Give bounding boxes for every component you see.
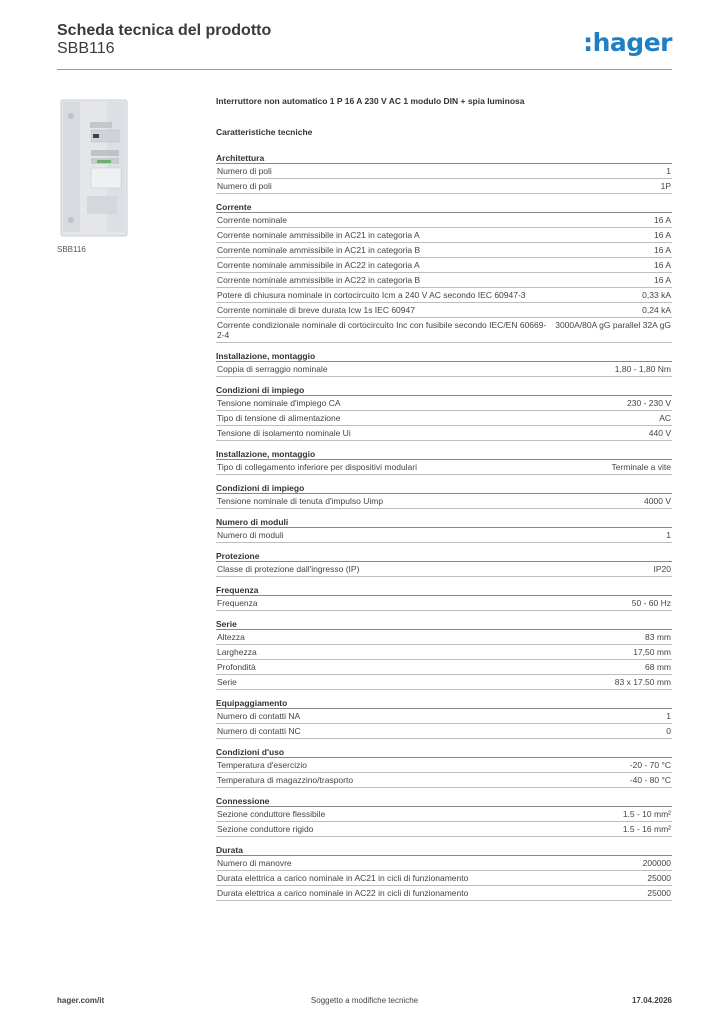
spec-label: Tensione di isolamento nominale Ui bbox=[217, 428, 351, 438]
group-title: Connessione bbox=[216, 794, 672, 807]
spec-value: 440 V bbox=[648, 428, 671, 438]
spec-row bbox=[216, 758, 672, 773]
spec-value: -40 - 80 °C bbox=[629, 775, 671, 785]
spec-label: Numero di contatti NC bbox=[217, 726, 301, 736]
spec-group bbox=[216, 481, 672, 509]
header-divider bbox=[57, 69, 672, 70]
spec-value: Terminale a vite bbox=[611, 462, 671, 472]
spec-label: Coppia di serraggio nominale bbox=[217, 364, 328, 374]
spec-value: 16 A bbox=[653, 230, 671, 240]
image-caption: SBB116 bbox=[57, 245, 86, 254]
spec-row bbox=[216, 494, 672, 509]
spec-row bbox=[216, 303, 672, 318]
spec-row bbox=[216, 856, 672, 871]
spec-value: 16 A bbox=[653, 260, 671, 270]
spec-value: -20 - 70 °C bbox=[629, 760, 671, 770]
spec-group bbox=[216, 617, 672, 690]
spec-value: IP20 bbox=[653, 564, 671, 574]
spec-label: Corrente nominale ammissibile in AC22 in categoria B bbox=[217, 275, 421, 285]
spec-row bbox=[216, 630, 672, 645]
spec-row bbox=[216, 426, 672, 441]
spec-group bbox=[216, 383, 672, 441]
page-header bbox=[57, 22, 672, 70]
spec-value: 1.5 - 10 mm² bbox=[622, 809, 671, 819]
product-image bbox=[57, 96, 134, 240]
group-title: Equipaggiamento bbox=[216, 696, 672, 709]
spec-label: Larghezza bbox=[217, 647, 257, 657]
spec-group bbox=[216, 447, 672, 475]
spec-group bbox=[216, 794, 672, 837]
spec-value: 230 - 230 V bbox=[627, 398, 671, 408]
spec-row bbox=[216, 411, 672, 426]
group-title: Architettura bbox=[216, 151, 672, 164]
spec-label: Tensione nominale di tenuta d'impulso Uimp bbox=[217, 496, 384, 506]
spec-label: Corrente nominale di breve durata Icw 1s IEC 60947 bbox=[217, 305, 415, 315]
spec-row bbox=[216, 822, 672, 837]
group-title: Condizioni di impiego bbox=[216, 383, 672, 396]
spec-value: 0 bbox=[666, 726, 671, 736]
spec-row bbox=[216, 213, 672, 228]
spec-label: Numero di poli bbox=[217, 181, 272, 191]
spec-label: Corrente nominale ammissibile in AC21 in categoria A bbox=[217, 230, 420, 240]
spec-value: AC bbox=[659, 413, 671, 423]
spec-group bbox=[216, 696, 672, 739]
spec-label: Tipo di tensione di alimentazione bbox=[217, 413, 341, 423]
spec-label: Tipo di collegamento inferiore per dispositivi modulari bbox=[217, 462, 418, 472]
spec-value: 16 A bbox=[653, 275, 671, 285]
spec-label: Classe di protezione dall'ingresso (IP) bbox=[217, 564, 360, 574]
spec-value: 16 A bbox=[653, 215, 671, 225]
spec-row bbox=[216, 288, 672, 303]
spec-value: 200000 bbox=[642, 858, 671, 868]
spec-row bbox=[216, 243, 672, 258]
spec-label: Temperatura d'esercizio bbox=[217, 760, 307, 770]
spec-row bbox=[216, 179, 672, 194]
spec-value: 1P bbox=[660, 181, 671, 191]
spec-label: Tensione nominale d'impiego CA bbox=[217, 398, 341, 408]
spec-group bbox=[216, 843, 672, 901]
product-description: Interruttore non automatico 1 P 16 A 230 V AC 1 modulo DIN + spia luminosa bbox=[216, 96, 525, 106]
spec-value: 1 bbox=[666, 711, 671, 721]
footer-website: hager.com/it bbox=[57, 996, 105, 1005]
group-title: Frequenza bbox=[216, 583, 672, 596]
hager-logo: :hager bbox=[583, 28, 672, 57]
spec-value: 25000 bbox=[647, 888, 671, 898]
section-title: Caratteristiche tecniche bbox=[216, 127, 313, 137]
spec-value: 1 bbox=[666, 530, 671, 540]
spec-row bbox=[216, 318, 672, 343]
spec-value: 1 bbox=[666, 166, 671, 176]
spec-content bbox=[216, 96, 672, 907]
group-title: Installazione, montaggio bbox=[216, 447, 672, 460]
spec-group bbox=[216, 583, 672, 611]
spec-group bbox=[216, 349, 672, 377]
spec-row bbox=[216, 675, 672, 690]
group-title: Numero di moduli bbox=[216, 515, 672, 528]
spec-value: 25000 bbox=[647, 873, 671, 883]
spec-group bbox=[216, 745, 672, 788]
spec-label: Temperatura di magazzino/trasporto bbox=[217, 775, 354, 785]
group-title: Protezione bbox=[216, 549, 672, 562]
spec-row bbox=[216, 660, 672, 675]
spec-row bbox=[216, 362, 672, 377]
spec-row bbox=[216, 528, 672, 543]
spec-group bbox=[216, 200, 672, 343]
spec-row bbox=[216, 228, 672, 243]
spec-label: Durata elettrica a carico nominale in AC21 in cicli di funzionamento bbox=[217, 873, 469, 883]
group-title: Condizioni d'uso bbox=[216, 745, 672, 758]
spec-label: Numero di contatti NA bbox=[217, 711, 301, 721]
spec-row bbox=[216, 871, 672, 886]
spec-label: Potere di chiusura nominale in cortocircuito Icm a 240 V AC secondo IEC 60947-3 bbox=[217, 290, 526, 300]
spec-row bbox=[216, 709, 672, 724]
spec-label: Numero di poli bbox=[217, 166, 272, 176]
group-title: Corrente bbox=[216, 200, 672, 213]
spec-row bbox=[216, 273, 672, 288]
spec-value: 68 mm bbox=[645, 662, 671, 672]
spec-value: 0,33 kA bbox=[642, 290, 671, 300]
spec-value: 83 mm bbox=[645, 632, 671, 642]
document-title: Scheda tecnica del prodotto bbox=[57, 22, 272, 39]
spec-groups bbox=[216, 151, 672, 901]
spec-value: 3000A/80A gG parallel 32A gG bbox=[555, 320, 671, 330]
page-footer bbox=[57, 996, 672, 1010]
footer-note: Soggetto a modifiche tecniche bbox=[310, 996, 419, 1005]
spec-row bbox=[216, 164, 672, 179]
spec-value: 50 - 60 Hz bbox=[631, 598, 671, 608]
spec-row bbox=[216, 596, 672, 611]
spec-group bbox=[216, 549, 672, 577]
spec-label: Sezione conduttore rigido bbox=[217, 824, 314, 834]
spec-value: 83 x 17.50 mm bbox=[614, 677, 671, 687]
group-title: Installazione, montaggio bbox=[216, 349, 672, 362]
spec-row bbox=[216, 460, 672, 475]
spec-label: Frequenza bbox=[217, 598, 258, 608]
spec-group bbox=[216, 515, 672, 543]
spec-value: 17,50 mm bbox=[633, 647, 671, 657]
spec-label: Corrente nominale bbox=[217, 215, 287, 225]
spec-label: Sezione conduttore flessibile bbox=[217, 809, 326, 819]
spec-label: Altezza bbox=[217, 632, 245, 642]
spec-label: Durata elettrica a carico nominale in AC22 in cicli di funzionamento bbox=[217, 888, 469, 898]
spec-row bbox=[216, 396, 672, 411]
spec-value: 4000 V bbox=[644, 496, 671, 506]
group-title: Condizioni di impiego bbox=[216, 481, 672, 494]
spec-label: Profondità bbox=[217, 662, 256, 672]
spec-row bbox=[216, 773, 672, 788]
spec-label: Numero di moduli bbox=[217, 530, 284, 540]
spec-row bbox=[216, 645, 672, 660]
spec-row bbox=[216, 724, 672, 739]
spec-value: 1.5 - 16 mm² bbox=[622, 824, 671, 834]
group-title: Serie bbox=[216, 617, 672, 630]
product-code: SBB116 bbox=[57, 40, 115, 57]
spec-label: Serie bbox=[217, 677, 237, 687]
group-title: Durata bbox=[216, 843, 672, 856]
footer-date: 17.04.2026 bbox=[631, 996, 672, 1005]
spec-group bbox=[216, 151, 672, 194]
spec-row bbox=[216, 886, 672, 901]
spec-value: 0,24 kA bbox=[642, 305, 671, 315]
spec-label: Corrente condizionale nominale di cortocircuito Inc con fusibile secondo IEC/EN 60669-2-4 bbox=[217, 320, 547, 340]
spec-row bbox=[216, 562, 672, 577]
spec-row bbox=[216, 258, 672, 273]
spec-label: Numero di manovre bbox=[217, 858, 292, 868]
spec-label: Corrente nominale ammissibile in AC22 in categoria A bbox=[217, 260, 420, 270]
spec-value: 16 A bbox=[653, 245, 671, 255]
spec-row bbox=[216, 807, 672, 822]
spec-label: Corrente nominale ammissibile in AC21 in categoria B bbox=[217, 245, 421, 255]
spec-value: 1,80 - 1,80 Nm bbox=[614, 364, 671, 374]
